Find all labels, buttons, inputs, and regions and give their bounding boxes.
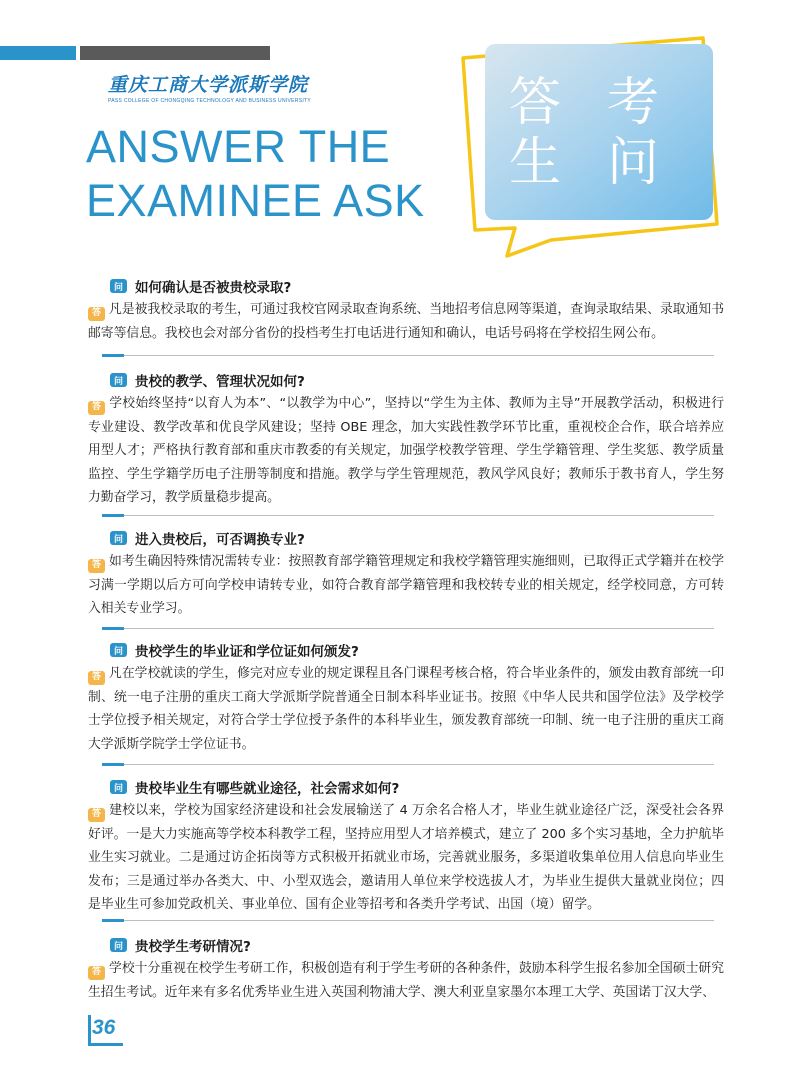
section-divider <box>102 515 714 516</box>
question-text: 贵校学生考研情况? <box>135 939 251 955</box>
section-divider <box>102 764 714 765</box>
qa-item <box>88 640 724 756</box>
answer-icon: 答 <box>88 808 105 822</box>
question-row <box>110 777 724 797</box>
question-icon: 问 <box>110 531 127 545</box>
answer-text: 凡在学校就读的学生，修完对应专业的规定课程且各门课程考核合格，符合毕业条件的，颁发由教育部统一印制、统一电子注册的重庆工商大学派斯学院普通全日制本科毕业证书。按照《中华人民共和国学位法》及学校学士学位授予相关规定，对符合学士学位授予条件的本科毕业生，颁发教育部统一印制、统一电子注册的重庆工商大学派斯学院学士学位证书。 <box>88 666 724 752</box>
question-icon: 问 <box>110 373 127 387</box>
answer-text: 建校以来，学校为国家经济建设和社会发展输送了 4 万余名合格人才，毕业生就业途径广泛，深受社会各界好评。一是大力实施高等学校本科教学工程，坚持应用型人才培养模式，建立了 200 多个实习基地，全力护航毕业生实习就业。二是通过访企拓岗等方式积极开拓就业市场，完善就业服务，多渠道收集单位用人信息向毕业生发布；三是通过举办各类大、中、小型双选会，邀请用人单位来学校选拔人才，为毕业生提供大量就业岗位；四是毕业生可参加党政机关、事业单位、国有企业等招考和各类升学考试、出国（境）留学。 <box>88 803 724 912</box>
title-line-2: EXAMINEE ASK <box>86 175 425 226</box>
qa-item <box>88 777 724 917</box>
badge-char-2: 考 <box>606 73 660 133</box>
logo-chinese-name: 重庆工商大学派斯学院 <box>108 74 309 96</box>
page-title <box>86 120 425 228</box>
answer-text-block <box>88 550 724 621</box>
school-logo <box>108 70 311 104</box>
question-text: 如何确认是否被贵校录取? <box>135 280 292 296</box>
answer-icon: 答 <box>88 401 105 415</box>
question-icon: 问 <box>110 643 127 657</box>
section-divider <box>102 628 714 629</box>
answer-text: 凡是被我校录取的考生，可通过我校官网录取查询系统、当地招考信息网等渠道，查询录取结果、录取通知书邮寄等信息。我校也会对部分省份的投档考生打电话进行通知和确认，电话号码将在学校招生网公布。 <box>88 302 724 341</box>
answer-icon: 答 <box>88 307 105 321</box>
logo-english-name: PASS COLLEGE OF CHONGQING TECHNOLOGY AND BUSINESS UNIVERSITY <box>108 98 312 104</box>
answer-text: 学校始终坚持“以育人为本”、“以教学为中心”，坚持以“学生为主体、教师为主导”开展教学活动，积极进行专业建设、教学改革和优良学风建设；坚持 OBE 理念，加大实践性教学环节比重，重视校企合作，联合培养应用型人才；严格执行教育部和重庆市教委的有关规定，加强学校教学管理、学生学籍管理、学生奖惩、教学质量监控、学生学籍学历电子注册等制度和措施。教学与学生管理规范，教风学风良好；教师乐于教书育人，学生努力勤奋学习，教学质量稳步提高。 <box>88 396 724 505</box>
question-row <box>110 528 724 548</box>
question-row <box>110 935 724 955</box>
answer-text-block <box>88 799 724 917</box>
question-text: 贵校的教学、管理状况如何? <box>135 374 305 390</box>
answer-icon: 答 <box>88 966 105 980</box>
question-icon: 问 <box>110 938 127 952</box>
qa-item <box>88 935 724 1004</box>
question-text: 进入贵校后，可否调换专业? <box>135 532 305 548</box>
qa-item <box>88 528 724 621</box>
answer-text: 学校十分重视在校学生考研工作，积极创造有利于学生考研的各种条件，鼓励本科学生报名参加全国硕士研究生招生考试。近年来有多名优秀毕业生进入英国利物浦大学、澳大利亚皇家墨尔本理工大学、英国诺丁汉大学、 <box>88 961 724 1000</box>
answer-text: 如考生确因特殊情况需转专业：按照教育部学籍管理规定和我校学籍管理实施细则，已取得正式学籍并在校学习满一学期以后方可向学校申请转专业，如符合教育部学籍管理和我校转专业的相关规定，经学校同意，方可转入相关专业学习。 <box>88 554 724 616</box>
header-accent-bar-gray <box>80 46 270 60</box>
qa-item <box>88 276 724 345</box>
badge-char-1: 答 <box>508 73 562 133</box>
qa-item <box>88 370 724 510</box>
header-accent-bar-blue <box>0 46 76 60</box>
question-text: 贵校毕业生有哪些就业途径，社会需求如何? <box>135 781 400 797</box>
badge-char-4: 问 <box>606 133 660 193</box>
question-row <box>110 370 724 390</box>
answer-text-block <box>88 662 724 756</box>
section-divider <box>102 355 714 356</box>
badge-char-3: 生 <box>508 133 562 193</box>
answer-icon: 答 <box>88 559 105 573</box>
question-icon: 问 <box>110 279 127 293</box>
answer-text-block <box>88 957 724 1004</box>
page-number: 36 <box>92 1016 116 1039</box>
question-icon: 问 <box>110 780 127 794</box>
section-divider <box>102 920 714 921</box>
answer-icon: 答 <box>88 671 105 685</box>
answer-text-block <box>88 392 724 510</box>
question-row <box>110 276 724 296</box>
speech-bubble-badge <box>455 28 730 260</box>
answer-text-block <box>88 298 724 345</box>
title-line-1: ANSWER THE <box>86 121 391 172</box>
question-row <box>110 640 724 660</box>
question-text: 贵校学生的毕业证和学位证如何颁发? <box>135 644 359 660</box>
